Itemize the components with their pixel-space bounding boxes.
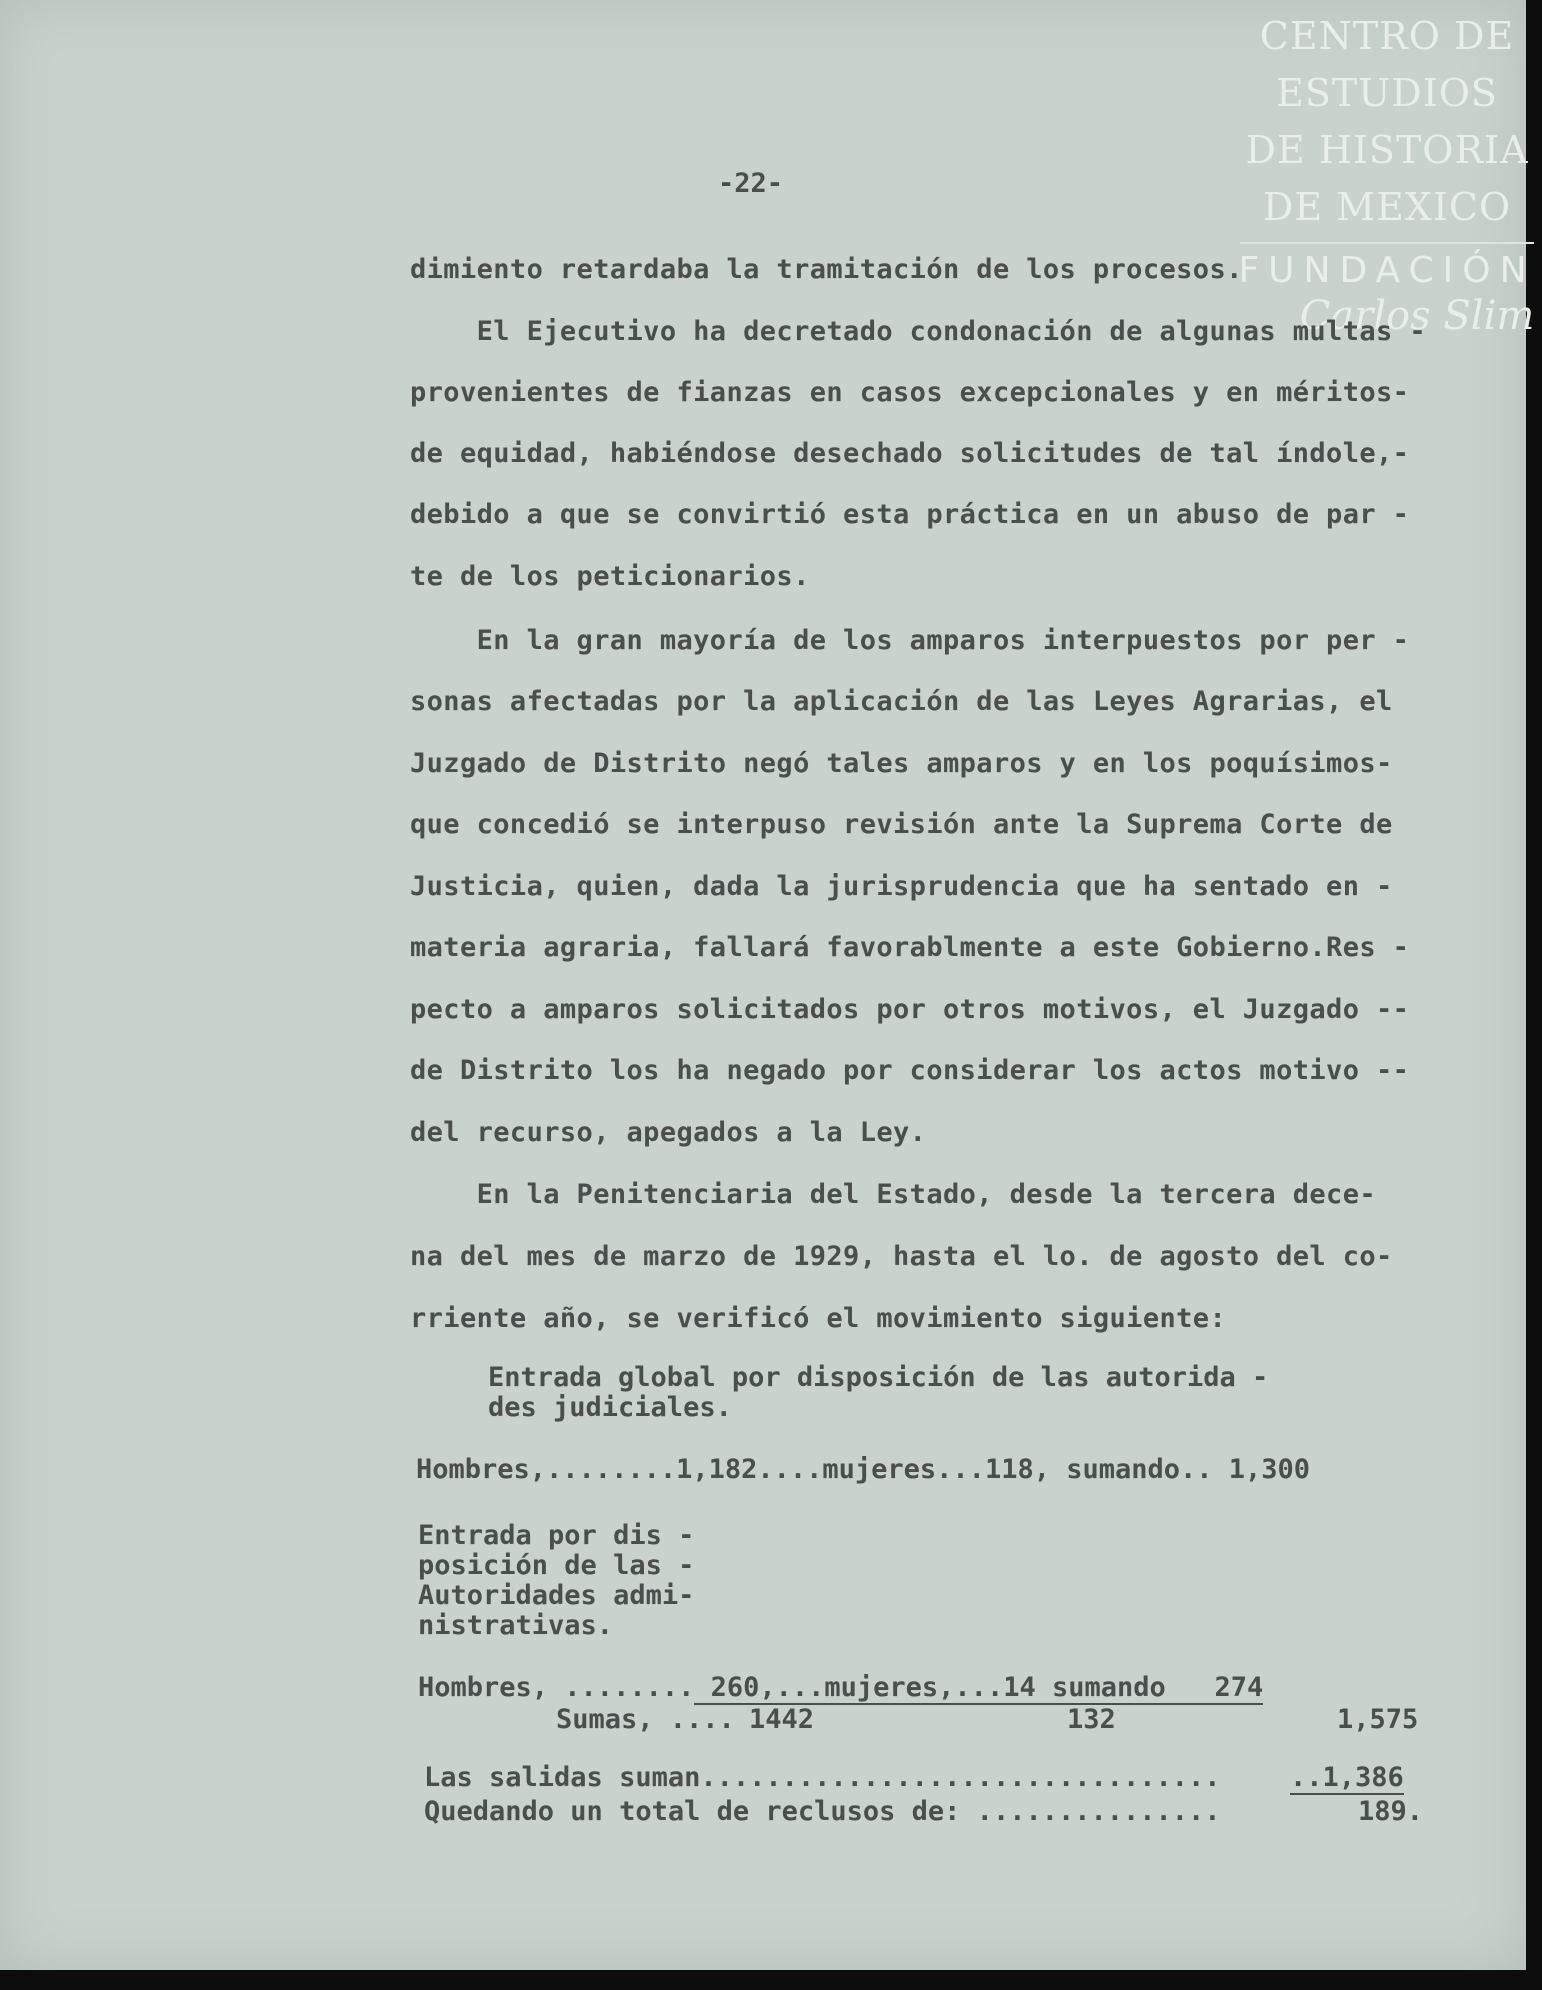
admin-entry-line: Autoridades admi- bbox=[418, 1580, 695, 1611]
admin-entry-line: nistrativas. bbox=[418, 1610, 614, 1641]
watermark-line: DE HISTORIA bbox=[1245, 128, 1529, 172]
text-line: materia agraria, fallará favorablmente a este Gobierno.Res - bbox=[410, 932, 1410, 963]
text-line: de Distrito los ha negado por considerar los actos motivo -- bbox=[410, 1055, 1410, 1086]
exits-value: ..1,386 bbox=[1290, 1762, 1404, 1793]
text-line: En la gran mayoría de los amparos interpuestos por per - bbox=[410, 625, 1410, 656]
page-number: -22- bbox=[718, 168, 784, 199]
watermark-line: DE MEXICO bbox=[1262, 185, 1512, 229]
admin-entry-line: Entrada por dis - bbox=[418, 1520, 695, 1551]
remaining-value: 189. bbox=[1358, 1796, 1424, 1827]
watermark-signature: Carlos Slim bbox=[1299, 293, 1535, 339]
text-line: provenientes de fianzas en casos excepcionales y en méritos- bbox=[410, 377, 1410, 408]
remaining-label: Quedando un total de reclusos de: ............... bbox=[424, 1796, 1221, 1827]
watermark-line: ESTUDIOS bbox=[1276, 71, 1498, 115]
global-entry-row: Hombres,........1,182....mujeres...118, sumando.. 1,300 bbox=[416, 1454, 1311, 1485]
sums-women: 132 bbox=[1067, 1704, 1116, 1735]
text-line: El Ejecutivo ha decretado condonación de algunas multas - bbox=[410, 316, 1426, 347]
global-entry-line: Entrada global por disposición de las autorida - bbox=[488, 1362, 1269, 1393]
text-line: del recurso, apegados a la Ley. bbox=[410, 1117, 927, 1148]
exits-label: Las salidas suman................................ bbox=[424, 1762, 1221, 1793]
watermark-line: CENTRO DE bbox=[1259, 14, 1515, 58]
text-line: dimiento retardaba la tramitación de los procesos. bbox=[410, 254, 1243, 285]
text-line: na del mes de marzo de 1929, hasta el lo. de agosto del co- bbox=[410, 1241, 1393, 1272]
text-line: debido a que se convirtió esta práctica en un abuso de par - bbox=[410, 499, 1410, 530]
admin-row-total: 274 bbox=[1182, 1672, 1264, 1703]
watermark-foundation: FUNDACIÓN bbox=[1238, 250, 1536, 291]
sums-total: 1,575 bbox=[1337, 1704, 1419, 1735]
text-line: de equidad, habiéndose desechado solicitudes de tal índole,- bbox=[410, 438, 1410, 469]
admin-entry-row bbox=[418, 1672, 1263, 1703]
sums-label: Sumas, .... bbox=[556, 1704, 735, 1735]
text-line: que concedió se interpuso revisión ante la Suprema Corte de bbox=[410, 809, 1393, 840]
text-line: rriente año, se verificó el movimiento siguiente: bbox=[410, 1303, 1227, 1334]
text-line: Juzgado de Distrito negó tales amparos y en los poquísimos- bbox=[410, 748, 1393, 779]
global-entry-line: des judiciales. bbox=[488, 1392, 732, 1423]
admin-entry-line: posición de las - bbox=[418, 1550, 695, 1581]
text-line: Justicia, quien, dada la jurisprudencia que ha sentado en - bbox=[410, 871, 1393, 902]
text-line: En la Penitenciaria del Estado, desde la tercera dece- bbox=[410, 1179, 1377, 1210]
text-line: te de los peticionarios. bbox=[410, 561, 810, 592]
text-line: sonas afectadas por la aplicación de las Leyes Agrarias, el bbox=[410, 686, 1393, 717]
admin-row-values: 260,...mujeres,...14 sumando bbox=[694, 1672, 1183, 1703]
text-line: pecto a amparos solicitados por otros motivos, el Juzgado -- bbox=[410, 994, 1410, 1025]
sums-men: 1442 bbox=[749, 1704, 815, 1735]
admin-row-label: Hombres, ........ bbox=[418, 1672, 695, 1703]
